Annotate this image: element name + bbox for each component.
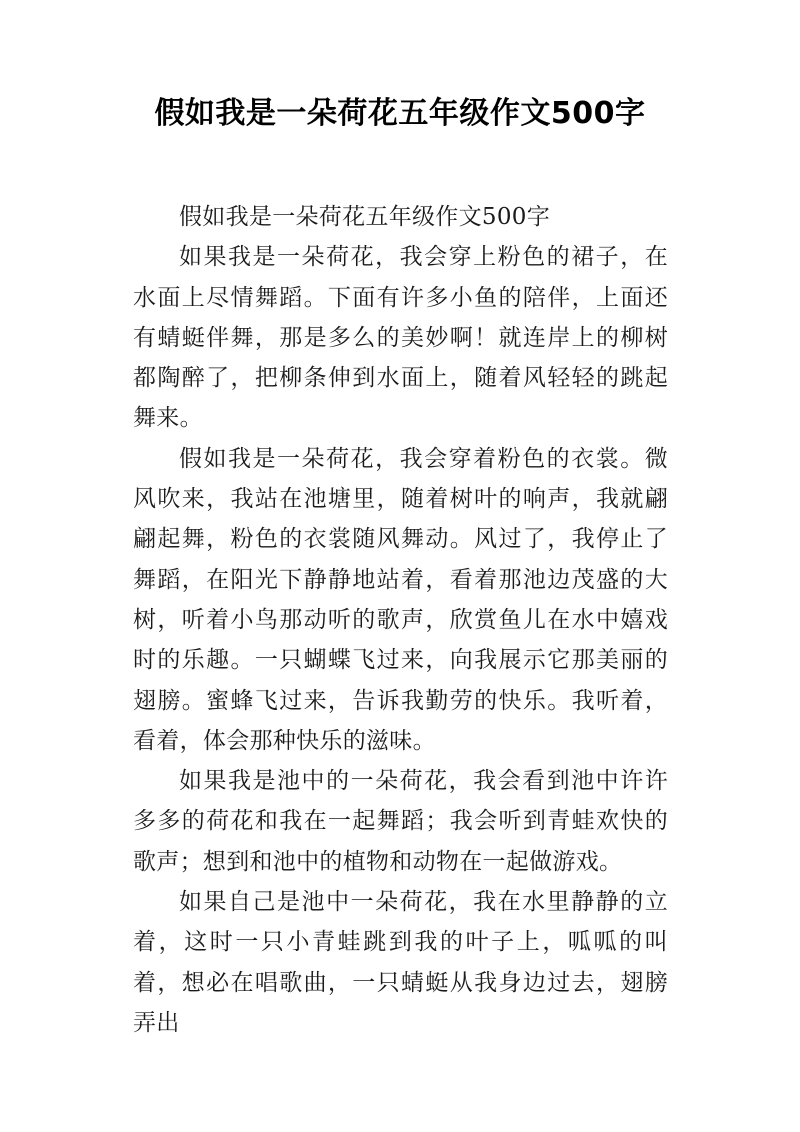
essay-body [133, 197, 668, 1043]
essay-paragraph-4: 如果自己是池中一朵荷花，我在水里静静的立着，这时一只小青蛙跳到我的叶子上，呱呱的叫着，想必在唱歌曲，一只蜻蜓从我身边过去，翅膀弄出 [133, 889, 668, 1036]
essay-subtitle: 假如我是一朵荷花五年级作文500字 [179, 204, 550, 230]
document-title: 假如我是一朵荷花五年级作文500字 [154, 96, 646, 131]
essay-paragraph-3: 如果我是池中的一朵荷花，我会看到池中许许多多的荷花和我在一起舞蹈；我会听到青蛙欢快的歌声；想到和池中的植物和动物在一起做游戏。 [133, 768, 668, 875]
essay-paragraph-1: 如果我是一朵荷花，我会穿上粉色的裙子，在水面上尽情舞蹈。下面有许多小鱼的陪伴，上面还有蜻蜓伴舞，那是多么的美妙啊！就连岸上的柳树都陶醉了，把柳条伸到水面上，随着风轻轻的跳起舞来。 [133, 244, 668, 432]
essay-paragraph-2: 假如我是一朵荷花，我会穿着粉色的衣裳。微风吹来，我站在池塘里，随着树叶的响声，我就翩翩起舞，粉色的衣裳随风舞动。风过了，我停止了舞蹈，在阳光下静静地站着，看着那池边茂盛的大树，听着小鸟那动听的歌声，欣赏鱼儿在水中嬉戏时的乐趣。一只蝴蝶飞过来，向我展示它那美丽的翅膀。蜜蜂飞过来，告诉我勤劳的快乐。我听着，看着，体会那种快乐的滋味。 [133, 445, 668, 754]
